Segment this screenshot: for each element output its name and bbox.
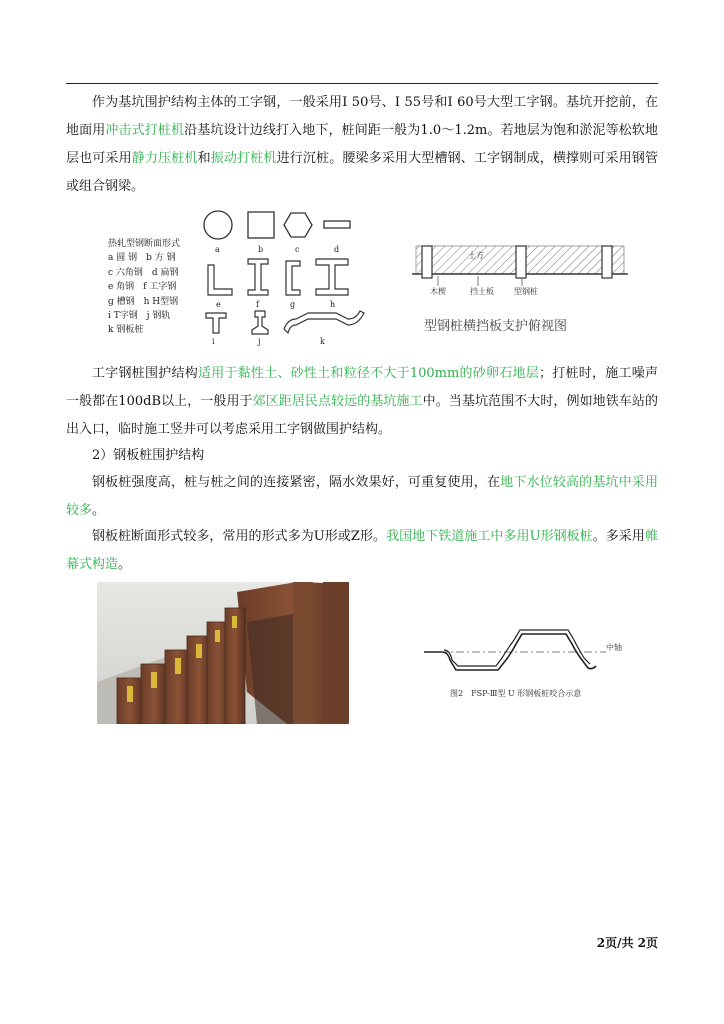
legend-line: c 六角钢 d 扁钢: [108, 267, 179, 278]
para2-text-b: ；打桩时，施工噪声一般都在100dB以上，一般用于: [66, 366, 658, 409]
para4-text-c: 。: [118, 557, 132, 572]
legend-title: 热轧型钢断面形式: [108, 239, 181, 249]
para2-highlight-2: 郊区距居民点较远的基坑施工: [252, 394, 423, 409]
shape-label-g: g: [290, 300, 296, 309]
section-shapes-legend: [108, 237, 180, 338]
para1-text-d: 进行沉桩。腰梁多采用大型槽钢、工字钢制成，横撑则可采用钢管或组合钢梁。: [66, 151, 658, 194]
para3-text-b: 。: [92, 503, 106, 518]
label-lagging: 挡土板: [470, 287, 494, 296]
legend-line: g 槽钢 h H型钢: [108, 296, 179, 307]
sheet-pile-photo: [97, 582, 349, 724]
legend-line: e 角钢 f 工字钢: [108, 282, 177, 293]
shape-label-d: d: [334, 245, 340, 254]
para4-highlight-2: 帷幕式构造: [66, 529, 658, 572]
para2-text-a: 工字钢桩围护结构: [92, 366, 198, 381]
hexagon-steel-shape: [284, 213, 312, 237]
paragraph-4: [66, 523, 658, 579]
header-rule: [66, 83, 658, 84]
u-sheet-pile-interlock-figure: [420, 620, 630, 704]
shape-label-i: i: [212, 337, 215, 346]
para1-text-a: 作为基坑围护结构主体的工字钢，一般采用Ⅰ 50号、Ⅰ 55号和Ⅰ 60号大型工字钢。基坑开挖前，在地面用: [66, 95, 658, 138]
steel-sections-figure: [196, 207, 370, 347]
para2-highlight-1: 适用于黏性土、砂性土和粒径不大于100mm的砂卵石地层: [197, 366, 540, 381]
steel-pile-section: [422, 246, 432, 278]
label-soil: 土方: [468, 251, 484, 260]
rail-shape: [252, 311, 268, 334]
i-beam-shape: [248, 259, 268, 295]
paragraph-1: [66, 89, 658, 201]
para1-highlight-2: 静力压桩机: [131, 151, 198, 166]
steel-pile-section: [602, 246, 612, 278]
para4-text-b: 。多采用: [592, 529, 645, 544]
label-wedge: 木楔: [430, 287, 446, 296]
axis-label: 中轴: [606, 643, 622, 652]
paragraph-2: [66, 360, 658, 444]
label-steel-pile: 型钢桩: [514, 287, 538, 296]
pile-lagging-plan-figure: [408, 240, 632, 336]
sheet-pile-profile-2: [444, 630, 590, 666]
shape-label-a: a: [215, 245, 220, 254]
para1-text-c: 和: [197, 151, 211, 166]
h-beam-shape: [316, 259, 348, 295]
figure2-caption: 型钢桩横挡板支护俯视图: [424, 319, 568, 334]
angle-steel-shape: [208, 265, 232, 295]
shape-label-e: e: [216, 300, 221, 309]
t-steel-shape: [206, 313, 226, 333]
shape-label-h: h: [330, 300, 336, 309]
legend-line: k 钢板桩: [108, 325, 144, 336]
shape-label-k: k: [320, 337, 325, 346]
sheet-pile-shape: [284, 311, 364, 333]
para1-highlight-1: 冲击式打桩机: [105, 123, 185, 138]
steel-pile-section: [516, 246, 526, 278]
shape-label-b: b: [258, 245, 264, 254]
shape-label-f: f: [256, 300, 259, 309]
figure4-caption: 图2 FSP-Ⅲ型 U 形钢板桩咬合示意: [450, 689, 582, 698]
channel-steel-shape: [286, 261, 300, 295]
shape-label-c: c: [295, 245, 300, 254]
legend-line: a 圆 钢 b 方 钢: [108, 253, 176, 264]
para4-text-a: 钢板桩断面形式较多，常用的形式多为U形或Z形。: [92, 529, 387, 544]
para2-text-c: 中。当基坑范围不大时，例如地铁车站的出入口，临时施工竖井可以考虑采用工字钢做围护结构。: [66, 394, 658, 437]
page-footer: 2页/共 2页: [596, 936, 658, 950]
legend-line: i T字钢 j 钢轨: [108, 311, 171, 322]
para4-highlight-1: 我国地下铁道施工中多用U形钢板桩: [386, 529, 593, 544]
para3-text-a: 钢板桩强度高，桩与桩之间的连接紧密，隔水效果好，可重复使用，在: [92, 475, 501, 490]
flat-steel-shape: [324, 221, 350, 228]
square-steel-shape: [248, 212, 274, 238]
paragraph-3: [66, 469, 658, 525]
para3-highlight-1: 地下水位较高的基坑中采用较多: [66, 475, 658, 518]
para1-text-b: 沿基坑设计边线打入地下，桩间距一般为1.0～1.2m。若地层为饱和淤泥等松软地层也可采用: [66, 123, 658, 166]
shape-label-j: j: [258, 337, 261, 346]
para1-highlight-3: 振动打桩机: [210, 151, 277, 166]
round-steel-shape: [204, 211, 232, 239]
section-heading: 2）钢板桩围护结构: [92, 448, 205, 463]
